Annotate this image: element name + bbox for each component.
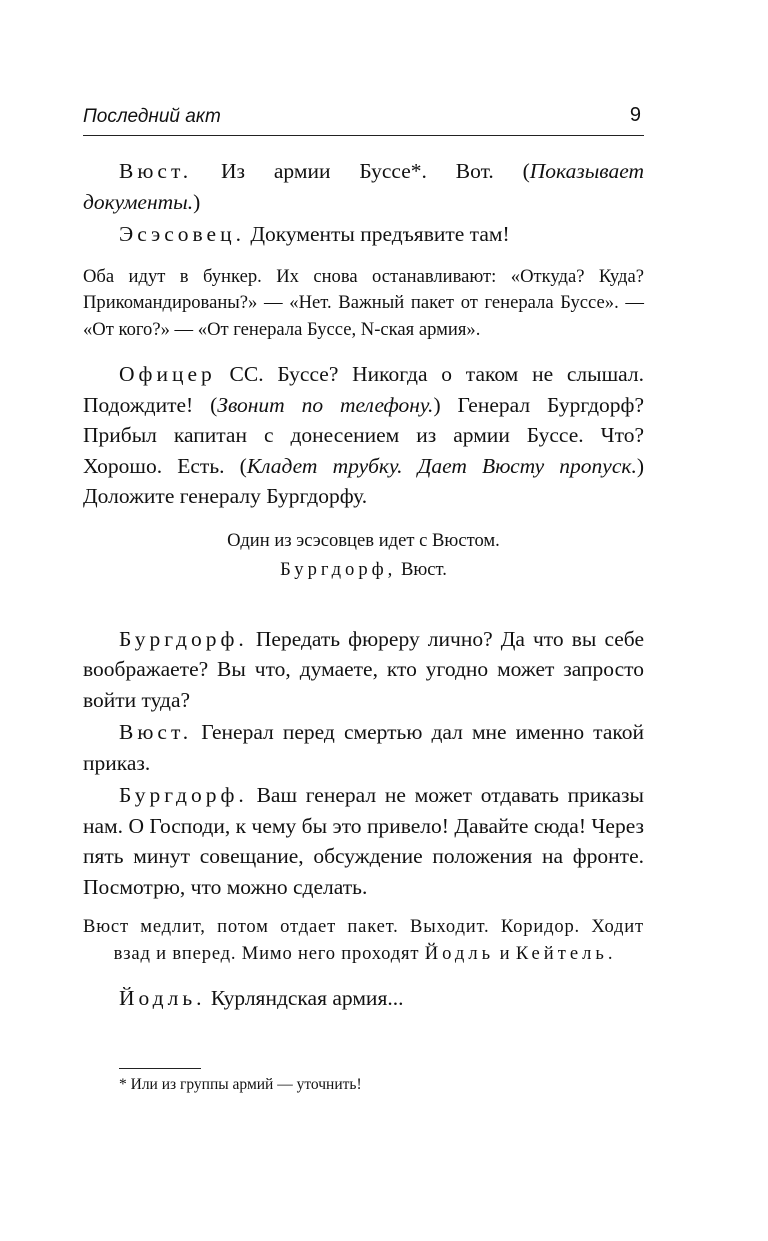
stage-direction-block [83, 914, 644, 967]
scene-speaker: Бургдорф, [280, 558, 397, 580]
line-text: Ваш генерал не может отдавать приказы нам. О Господи, к чему бы это привело! Давайте сюда! Через пять минут совещание, обсуждение положения на фронте. Посмотрю, что можно сделать. [83, 783, 644, 899]
dialogue-line [83, 359, 644, 512]
stage-direction-centered: Один из эсэсовцев идет с Вюстом. [227, 529, 500, 551]
stage-direction: Кладет трубку. Дает Вюсту пропуск. [246, 453, 637, 478]
line-text: ) Генерал Бургдорф? Прибыл капитан с донесением из армии Буссе. Что? Хорошо. Есть. ( [83, 392, 644, 478]
header-rule [83, 135, 644, 136]
line-text: Генерал перед смертью дал мне именно такой приказ. [83, 720, 644, 775]
speaker-name: Вюст. [119, 159, 193, 183]
character-name: Йодль [424, 942, 495, 964]
page-number: 9 [629, 104, 641, 126]
speaker-name: Бургдорф. [119, 783, 248, 808]
speaker-name: Офицер [119, 362, 216, 387]
running-title: Последний акт [83, 106, 221, 127]
dialogue-line [83, 983, 644, 1014]
speaker-name: Вюст. [119, 720, 193, 745]
stage-text: и [494, 942, 516, 964]
scene-text: Вюст. [396, 558, 447, 580]
spacer [83, 584, 644, 624]
footnote: * Или из группы армий — уточнить! [119, 1076, 362, 1093]
line-text: Из армии Буссе*. Вот. ( [192, 159, 530, 183]
line-text: Документы предъявите там! [244, 222, 510, 246]
line-text: Курляндская армия... [205, 986, 404, 1011]
stage-text: . [607, 942, 614, 964]
page-body [83, 156, 644, 1014]
speaker-name: Эсэсовец. [119, 222, 245, 246]
line-text: Передать фюреру лично? Да что вы себе воображаете? Вы что, думаете, кто угодно может запросто войти туда? [83, 626, 644, 712]
dialogue-line [83, 780, 644, 902]
running-header [83, 106, 643, 128]
dialogue-line [83, 717, 644, 778]
dialogue-line [83, 624, 644, 716]
dialogue-line [83, 219, 644, 250]
character-name: Кейтель [515, 942, 608, 964]
scene-heading [83, 555, 644, 584]
stage-direction: Показывает документы. [83, 159, 644, 214]
stage-direction-block: Оба идут в бункер. Их снова останавливают: «Откуда? Куда? Прикомандированы?» — «Нет. Важный пакет от генерала Буссе». — «От кого?» — «От генерала Буссе, N-ская армия». [83, 265, 644, 340]
line-text: ) [193, 189, 201, 214]
footnote-rule [119, 1068, 201, 1069]
stage-direction: Звонит по телефону. [217, 392, 434, 417]
speaker-name: Бургдорф. [119, 626, 248, 651]
speaker-name: Йодль. [119, 986, 206, 1011]
line-text: ) Доложите генералу Бургдорфу. [83, 453, 644, 509]
line-text: СС. Буссе? Никогда о таком не слышал. Подождите! ( [83, 362, 644, 417]
dialogue-line [83, 156, 644, 217]
stage-text: Вюст медлит, потом отдает пакет. Выходит. Коридор. Ходит взад и вперед. Мимо него проходят [83, 916, 644, 964]
